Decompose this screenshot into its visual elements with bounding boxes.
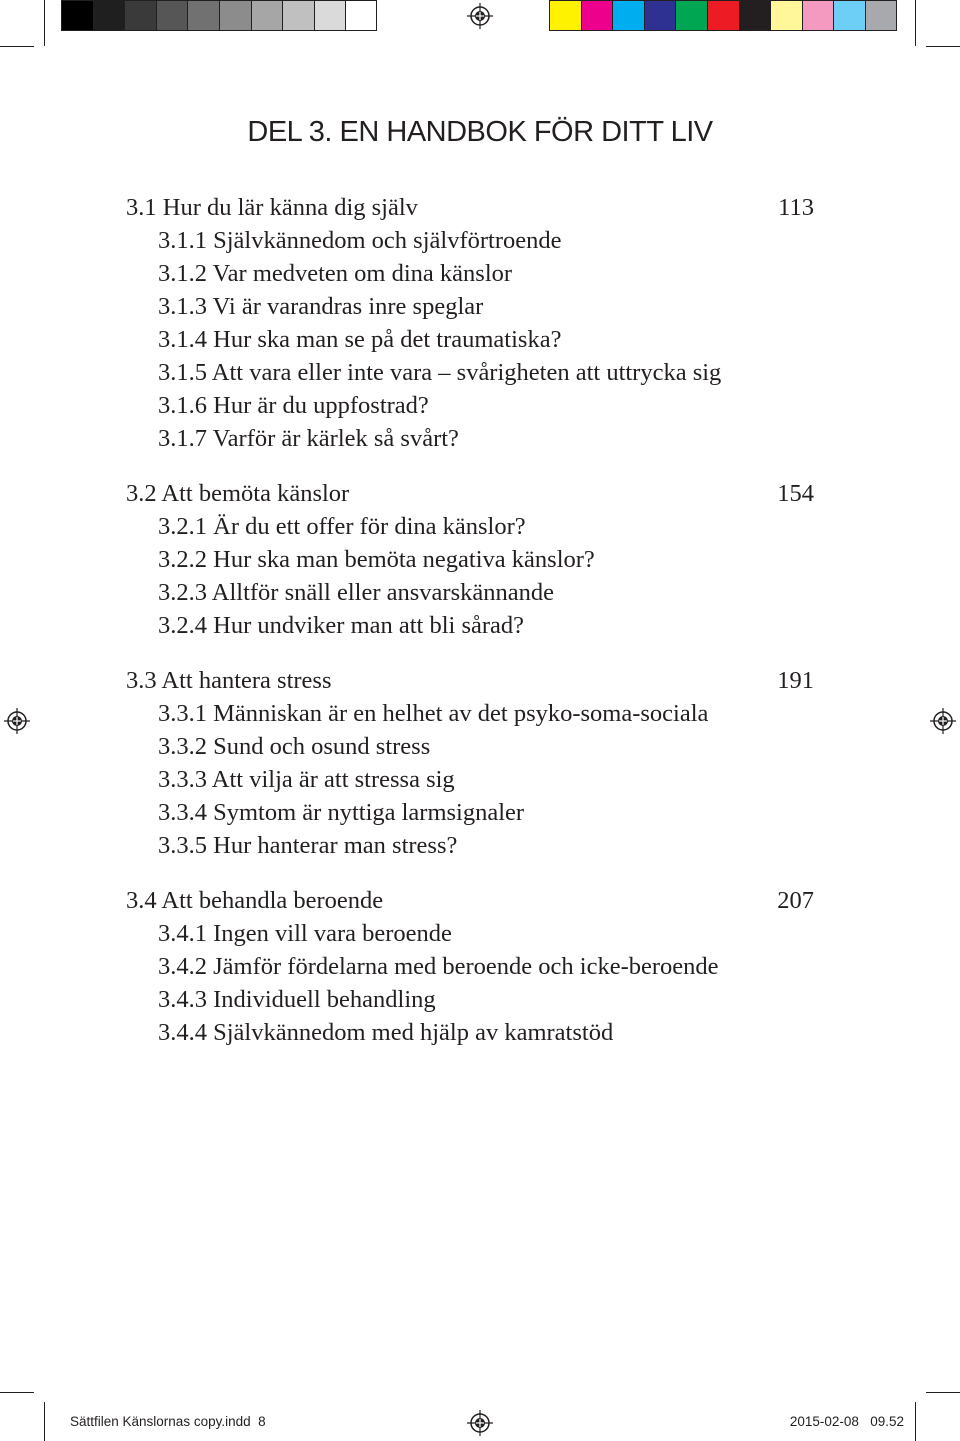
toc-subsection: 3.1.1 Självkännedom och självförtroende xyxy=(158,227,562,254)
slug-page: 8 xyxy=(258,1414,266,1429)
toc-subsection: 3.4.1 Ingen vill vara beroende xyxy=(158,920,452,947)
toc-subsection: 3.1.2 Var medveten om dina känslor xyxy=(158,260,513,287)
color-swatch xyxy=(219,0,251,31)
toc-subsection: 3.2.1 Är du ett offer för dina känslor? xyxy=(158,513,526,540)
slug-file xyxy=(70,1414,266,1429)
slug-time: 09.52 xyxy=(870,1414,904,1429)
registration-mark-icon xyxy=(930,708,956,734)
color-swatch xyxy=(739,0,771,31)
page-title: DEL 3. EN HANDBOK FÖR DITT LIV xyxy=(247,116,713,148)
toc-section: 3.3 Att hantera stress xyxy=(126,667,332,694)
slug-date: 2015-02-08 xyxy=(789,1414,859,1429)
toc-subsection: 3.2.3 Alltför snäll eller ansvarskännande xyxy=(158,579,554,606)
color-swatch xyxy=(345,0,377,31)
toc-subsection: 3.1.5 Att vara eller inte vara – svårigheten att uttrycka sig xyxy=(158,359,722,386)
crop-mark xyxy=(44,0,45,46)
toc-page-number: 154 xyxy=(777,480,814,507)
color-swatch xyxy=(314,0,346,31)
toc-subsection: 3.3.3 Att vilja är att stressa sig xyxy=(158,766,455,793)
crop-mark xyxy=(44,1402,45,1441)
color-swatch xyxy=(549,0,581,31)
toc-subsection: 3.1.4 Hur ska man se på det traumatiska? xyxy=(158,326,562,353)
color-swatch xyxy=(282,0,314,31)
crop-mark xyxy=(915,1402,916,1441)
crop-mark xyxy=(926,1392,960,1393)
color-swatch xyxy=(833,0,865,31)
slug-timestamp xyxy=(790,1414,904,1429)
color-swatch xyxy=(865,0,897,31)
crop-mark xyxy=(0,46,34,47)
color-swatch xyxy=(802,0,834,31)
color-swatch xyxy=(187,0,219,31)
color-swatch xyxy=(770,0,802,31)
toc-subsection: 3.3.2 Sund och osund stress xyxy=(158,733,431,760)
color-swatch xyxy=(644,0,676,31)
toc-section: 3.1 Hur du lär känna dig själv xyxy=(126,194,418,221)
toc-page-number: 191 xyxy=(777,667,814,694)
toc-subsection: 3.4.4 Självkännedom med hjälp av kamratstöd xyxy=(158,1019,614,1046)
gray-swatch-bar xyxy=(61,0,377,34)
toc-subsection: 3.2.4 Hur undviker man att bli sårad? xyxy=(158,612,525,639)
color-swatch xyxy=(581,0,613,31)
toc-subsection: 3.3.5 Hur hanterar man stress? xyxy=(158,832,458,859)
crop-mark xyxy=(926,46,960,47)
color-swatch xyxy=(93,0,125,31)
toc-subsection: 3.4.2 Jämför fördelarna med beroende och icke-beroende xyxy=(158,953,719,980)
toc-subsection: 3.1.6 Hur är du uppfostrad? xyxy=(158,392,429,419)
toc-subsection: 3.3.1 Människan är en helhet av det psyko-soma-sociala xyxy=(158,700,709,727)
toc-subsection: 3.2.2 Hur ska man bemöta negativa känslor? xyxy=(158,546,595,573)
color-swatch xyxy=(156,0,188,31)
registration-mark-icon xyxy=(467,1410,493,1436)
registration-mark-icon xyxy=(467,3,493,29)
slug-filename: Sättfilen Känslornas copy.indd xyxy=(70,1414,251,1429)
crop-mark xyxy=(915,0,916,46)
color-swatch xyxy=(707,0,739,31)
color-swatch-bar xyxy=(549,0,897,34)
toc-subsection: 3.3.4 Symtom är nyttiga larmsignaler xyxy=(158,799,525,826)
color-swatch xyxy=(124,0,156,31)
toc-subsection: 3.1.7 Varför är kärlek så svårt? xyxy=(158,425,459,452)
color-swatch xyxy=(612,0,644,31)
crop-mark xyxy=(0,1392,34,1393)
color-swatch xyxy=(251,0,283,31)
toc-page-number: 207 xyxy=(777,887,814,914)
toc-page-number: 113 xyxy=(778,194,814,221)
registration-mark-icon xyxy=(4,708,30,734)
toc-subsection: 3.4.3 Individuell behandling xyxy=(158,986,436,1013)
color-swatch xyxy=(61,0,93,31)
toc-section: 3.2 Att bemöta känslor xyxy=(126,480,350,507)
toc-section: 3.4 Att behandla beroende xyxy=(126,887,384,914)
color-swatch xyxy=(675,0,707,31)
toc-subsection: 3.1.3 Vi är varandras inre speglar xyxy=(158,293,484,320)
